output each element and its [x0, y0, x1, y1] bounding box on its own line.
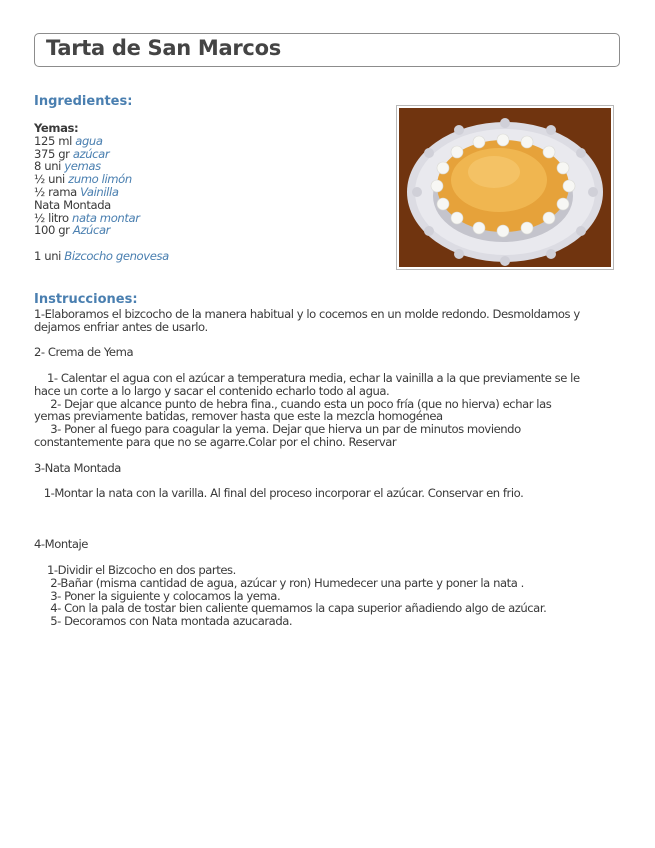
instruction-line: 3-Nata Montada — [34, 460, 121, 475]
ingredient-item — [34, 224, 169, 237]
instructions-heading: Instrucciones: — [34, 292, 138, 307]
ingredient-name[interactable]: nata montar — [72, 210, 140, 225]
ingredient-name[interactable]: azúcar — [72, 146, 110, 161]
instruction-line — [34, 513, 624, 526]
ingredient-qty: ½ rama — [34, 184, 77, 199]
instruction-line: 1-Elaboramos el bizcocho de la manera habitual y lo cocemos en un molde redondo. Desmoldamos y — [34, 307, 580, 321]
recipe-title: Tarta de San Marcos — [46, 36, 281, 60]
instruction-line: hace un corte a lo largo y sacar el contenido echarlo todo al agua. — [34, 383, 390, 398]
instruction-line: dejamos enfriar antes de usarlo. — [34, 319, 208, 334]
instruction-line: 4- Con la pala de tostar bien caliente quemamos la capa superior añadiendo algo de azúcar. — [34, 601, 547, 616]
ingredient-name[interactable]: yemas — [64, 159, 101, 174]
ingredient-name[interactable]: Vainilla — [80, 184, 119, 199]
ingredient-name[interactable]: zumo limón — [68, 172, 132, 187]
ingredient-qty: 8 uni — [34, 159, 61, 174]
ingredient-qty: 125 ml — [34, 133, 72, 148]
ingredient-name[interactable]: Azúcar — [72, 223, 111, 238]
instruction-line: 1- Calentar el agua con el azúcar a temperatura media, echar la vainilla a la que previamente se le — [34, 370, 580, 385]
cake-photo — [396, 105, 614, 270]
ingredient-name[interactable]: agua — [75, 133, 103, 148]
ingredient-group-label-nata: Nata Montada — [34, 197, 111, 212]
ingredient-qty: ½ uni — [34, 172, 65, 187]
instruction-line: 2-Bañar (misma cantidad de agua, azúcar y ron) Humedecer una parte y poner la nata . — [34, 575, 524, 590]
instruction-line — [34, 449, 624, 462]
instructions-body — [34, 308, 624, 628]
instruction-line: 5- Decoramos con Nata montada azucarada. — [34, 614, 293, 629]
ingredient-qty: ½ litro — [34, 210, 69, 225]
ingredient-qty: 1 uni — [34, 248, 61, 263]
ingredient-qty: 100 gr — [34, 223, 70, 238]
instruction-line: 3- Poner la siguiente y colocamos la yema. — [34, 588, 281, 603]
title-box — [34, 33, 620, 67]
ingredients-list — [34, 122, 169, 263]
instruction-line: 4-Montaje — [34, 537, 88, 552]
ingredient-item — [34, 186, 169, 199]
cake-photo-icon — [399, 108, 611, 267]
ingredient-name[interactable]: Bizcocho genovesa — [64, 248, 169, 263]
instruction-line: constantemente para que no se agarre.Colar por el chino. Reservar — [34, 434, 397, 449]
ingredient-item — [34, 250, 169, 263]
instruction-line: 2- Crema de Yema — [34, 345, 134, 360]
ingredient-group-label: Yemas: — [34, 121, 79, 135]
instruction-line: 3- Poner al fuego para coagular la yema. Dejar que hierva un par de minutos moviendo — [34, 422, 521, 437]
instruction-line: 1-Dividir el Bizcocho en dos partes. — [34, 562, 236, 577]
instruction-line: yemas previamente batidas, remover hasta que este la mezcla homogénea — [34, 409, 443, 424]
instruction-line — [34, 526, 624, 539]
ingredient-qty: 375 gr — [34, 146, 70, 161]
ingredients-heading: Ingredientes: — [34, 94, 133, 109]
instruction-line: 1-Montar la nata con la varilla. Al final del proceso incorporar el azúcar. Conservar en frio. — [34, 486, 524, 501]
instruction-line — [34, 500, 624, 513]
instruction-line: 2- Dejar que alcance punto de hebra fina., cuando esta un poco fría (que no hierva) echar las — [34, 396, 552, 411]
